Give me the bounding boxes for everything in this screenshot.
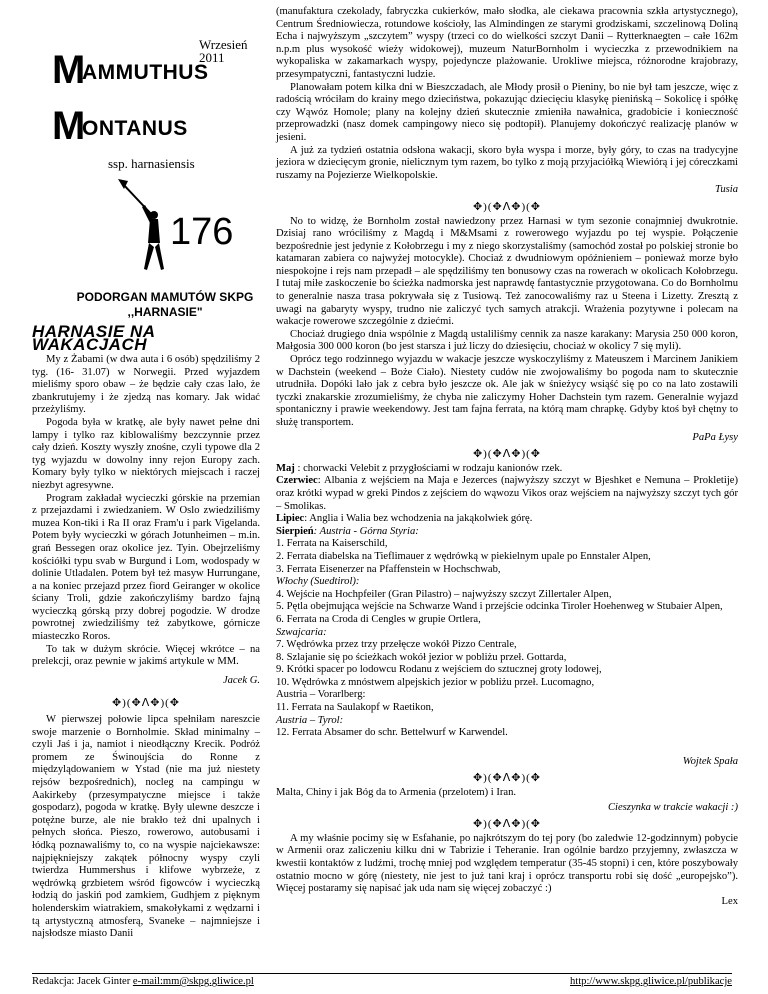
trip-list-item bbox=[276, 589, 738, 602]
trip-list-item bbox=[276, 551, 738, 564]
trip-list-label: Lipiec bbox=[276, 513, 305, 525]
trip-list-text: 2. Ferrata diabelska na Tieflimauer z wędrówką w piekielnym upale po Ennstaler Alpen, bbox=[276, 550, 651, 562]
masthead bbox=[52, 22, 262, 292]
masthead-title-line2: ONTANUS bbox=[82, 117, 188, 140]
trip-list bbox=[276, 463, 738, 740]
trip-list-text: Austria – Tyrol: bbox=[276, 714, 344, 726]
trip-list-label: Maj bbox=[276, 462, 295, 474]
trip-list-item bbox=[276, 538, 738, 551]
trip-list-label: Sierpień bbox=[276, 525, 314, 537]
ornament-divider: ✥)(✥ⴷ✥)(✥ bbox=[472, 772, 542, 785]
signature-tusia: Tusia bbox=[715, 184, 738, 196]
trip-list-text: 3. Ferrata Eisenerzer na Pfaffenstein w Hochschwab, bbox=[276, 563, 501, 575]
trip-list-item bbox=[276, 601, 738, 614]
podorgan-line2: ,,HARNASIE" bbox=[127, 305, 203, 319]
article-paragraph: W pierwszej połowie lipca spełniłam nareszcie swoje marzenie o Bornholmie. Skład minimalny – czyli Jaś i ja, namiot i nieodłączny Krecik. Podróż promem ze Świnoujścia do Ronne z międzylądowaniem w Ystad (nie ma już niestety rejsów bezpośrednich), nocleg na campingu w Aakirkeby (przesympatyczne miejsce i także gospodarz), pogoda w kratkę. Były ulewne deszcze i potężne burze, ale nie brakło też dni upalnych i pełnych słońca. Pieszo, rowerowo, autobusami i łódką poznawaliśmy to, co na wyspie najciekawsze: najpiękniejszy zakątek północny wyspy czyli twierdza Hummershus i klifowe wybrzeże, z wędrówką grzbietem wśród figowców i wycieczką łodzią do jaskiń pod zamkiem, Gudhjem z pięknym holenderskim wiatrakiem, smakołykami z wędzarni i tą artystyczną atmosferą, Svaneke – najmniejsze i najsłodsze miasto Danii bbox=[32, 714, 260, 940]
ornament-divider: ✥)(✥ⴷ✥)(✥ bbox=[472, 200, 542, 213]
article-headline: HARNASIE NA WAKACJACH bbox=[32, 322, 155, 354]
podorgan-label bbox=[70, 290, 260, 320]
trip-list-text: Szwajcaria: bbox=[276, 626, 327, 638]
trip-list-item bbox=[276, 564, 738, 577]
article-paragraph: Oprócz tego rodzinnego wyjazdu w wakacje jeszcze wyskoczyliśmy z Mateuszem i Marcinem Janikiem w Dachstein (weekend – Boże Ciało). Niestety cudów nie zwojowaliśmy bo pogoda nam to skutecznie utrudniła. Dopóki lało jak z cebra było jeszcze ok. Ale jak w śnieżycy wsiąść się po co na lato zostawili tyczki znakarskie zrozumieliśmy, że chyba nie zaliczymy Hoher Dachstein tym razem. Generalnie wyjazd spontaniczny i prawie weekendowy. Jest tam fajna ferrata, na którą mam chrapkę. Gdyby ktoś był chętny to służę transportem. bbox=[276, 354, 738, 428]
trip-list-text: 9. Krótki spacer po lodowcu Rodanu z wejściem do sztucznej groty lodowej, bbox=[276, 664, 602, 676]
trip-list-item bbox=[276, 526, 738, 539]
trip-list-text: 12. Ferrata Absamer do schr. Bettelwurf w Karwendel. bbox=[276, 727, 508, 739]
signature-wojtek: Wojtek Spała bbox=[682, 755, 738, 767]
signature-jacek: Jacek G. bbox=[222, 674, 260, 686]
article-paragraph: Chociaż drugiego dnia wspólnie z Magdą ustaliliśmy cennik za nasze karakany: Marysia 250 000 koron, Małgosia 300 000 koron (bo jest starsza i już liczy do dziesięciu, chociaż w okolicy 7 się myli). bbox=[276, 328, 738, 353]
podorgan-line1: PODORGAN MAMUTÓW SKPG bbox=[76, 290, 254, 304]
masthead-subtitle: ssp. harnasiensis bbox=[108, 156, 195, 171]
footer-editor: Redakcja: Jacek Ginter bbox=[32, 976, 133, 987]
article-paragraph: My z Żabami (w dwa auta i 6 osób) spędziliśmy 2 tyg. (16- 31.07) w Norwegii. Przed wyjazdem mieliśmy sporo obaw – że będzie cały czas lało, że zbankrutujemy i że zjedzą nas komary. Jak widać przeżyliśmy. bbox=[32, 354, 260, 416]
trip-list-text: 1. Ferrata na Kaiserschild, bbox=[276, 538, 388, 550]
left-column bbox=[32, 354, 260, 941]
trip-list-text: : Albania z wejściem na Maja e Jezerces (najwyższy szczyt w Bjeshket e Nemuna – Prokletije) oraz krótki wypad w greki Pindos z zejściem do wąwozu Vikos oraz wejściem na najwyższy szczyt tych gór – Smolikas. bbox=[276, 475, 738, 512]
footer bbox=[32, 973, 732, 989]
masthead-title-line1: AMMUTHUS bbox=[82, 61, 209, 84]
signature-lex: Lex bbox=[721, 895, 738, 907]
trip-list-item bbox=[276, 715, 738, 728]
trip-list-item bbox=[276, 639, 738, 652]
trip-list-item bbox=[276, 475, 738, 513]
trip-list-text: : chorwacki Velebit z przygłościami w rodzaju kanionów rzek. bbox=[294, 462, 563, 474]
trip-list-item bbox=[276, 513, 738, 526]
highlander-figure-icon bbox=[114, 177, 174, 287]
trip-list-text: 5. Pętla obejmująca wejście na Schwarze Wand i przejście odcinka Tiroler Hoehenweg w Stubaier Alpen, bbox=[276, 601, 723, 613]
article-paragraph: No to widzę, że Bornholm został nawiedzony przez Harnasi w tym sezonie conajmniej dwukrotnie. Dzisiaj rano wróciliśmy z Magdą i M&Msami z rowerowego wyjazdu po tej wyspie. Połączenie bezpośrednie jest jedynie z Kołobrzegu i my z niego skorzystaliśmy (samochód został po polskiej stronie bo katamaran zabiera co najwyżej motocykle). Chociaż z dwudniowym opóźnieniem – ponieważ morze było niespokojne i rejs nam przepadł – ale spędziliśmy ten bonusowy czas na rowerach w okolicach Kołobrzegu. I tutaj miłe zaskoczenie bo ścieżka nadmorska jest naprawdę fantastycznie przygotowana. Co do Bornholmu to generalnie nasza trasa pokrywała się z Tusiową. Też zanocowaliśmy raz u Steena i Lizetty. Zresztą z uwagi na gabaryty wyspy, trudno nie zaliczyć tych samych atrakcji. Wrażenia pozytywne i polecam na wakacje rowerowe szczególnie z dziećmi. bbox=[276, 215, 738, 328]
right-column bbox=[276, 6, 738, 908]
trip-list-text: : Austria - Górna Styria: bbox=[313, 525, 419, 537]
ornament-divider: ✥)(✥ⴷ✥)(✥ bbox=[472, 448, 542, 461]
trip-list-item bbox=[276, 702, 738, 715]
trip-list-text: 4. Wejście na Hochpfeiler (Gran Pilastro) – najwyższy szczyt Zillertaler Alpen, bbox=[276, 588, 612, 600]
trip-list-text: Włochy (Suedtirol): bbox=[276, 576, 360, 588]
trip-list-item bbox=[276, 463, 738, 476]
trip-list-text: : Anglia i Walia bez wchodzenia na jakąkolwiek górę. bbox=[304, 513, 533, 525]
footer-url-link[interactable]: http://www.skpg.gliwice.pl/publikacje bbox=[569, 976, 732, 987]
trip-list-item bbox=[276, 664, 738, 677]
footer-email-link[interactable]: e-mail:mm@skpg.gliwice.pl bbox=[132, 976, 254, 987]
trip-list-item bbox=[276, 689, 738, 702]
issue-number: 176 bbox=[170, 211, 234, 253]
article-paragraph: (manufaktura czekolady, fabryczka cukierków, mało słodka, ale ciekawa pracownia szkła artystycznego), Centrum Średniowiecza, rotundowe kościoły, las Almindingen ze starymi grodziskami, szczelinową Doliną Echa i najwyższym „szczytem” wyspy (trzeci co do wielkości szczyt Danii – Rytterknaegten – całe 162m n.p.m plus wysokość wieży widokowej), muzeum NaturBornholm i wycieczka z przewodnikiem na wykopaliska w zakamarkach wyspy, pojedyncze plażowanie. Urokliwe miejsca, różnorodne krajobrazy, przesympatyczni, fantastyczni ludzie. bbox=[276, 6, 738, 80]
trip-list-text: Austria – Vorarlberg: bbox=[276, 689, 366, 701]
ornament-divider: ✥)(✥ⴷ✥)(✥ bbox=[472, 818, 542, 831]
article-paragraph: To tak w dużym skrócie. Więcej wkrótce – na prelekcji, oraz pewnie w jakimś artykule w MM. bbox=[32, 643, 260, 668]
issue-date: Wrzesień 2011 bbox=[199, 37, 248, 65]
trip-list-item bbox=[276, 677, 738, 690]
masthead-letter-m-bottom: M bbox=[52, 104, 86, 148]
article-paragraph: Pogoda była w kratkę, ale były nawet pełne dni lampy i tylko raz kiblowaliśmy bezczynnie przez cały dzień. Koszty wyszły znośne, czyli typowe dla 2 tyg wyjazdu w dowolny inny rejon Europy zach. Komary były tylko w niektórych miejscach i raczej niezbyt agresywne. bbox=[32, 416, 260, 491]
article-paragraph: Program zakładał wycieczki górskie na przemian z przejazdami i zwiedzaniem. W Oslo zwiedziliśmy muzea Kon-tiki i Ra II oraz Fram'u i park Vigelanda. Potem były wycieczki w górach Jotunheimen – m.in. grań Bessegen oraz okolice jez. Tyin. Obejrzeliśmy kościółki typu svab w Burgund i Lom, wodospady w dolinie Utladalen. Potem był też masyw Hurrungane, a na koniec przejazd przez fiord Geiranger w okolice ściany Troli, gdzie zakończyliśmy bardzo fajną wycieczką górską przy dobrej pogodzie. W drodze powrotnej zwiedziliśmy też zabytkowe, górnicze miasteczko Roros. bbox=[32, 492, 260, 643]
ornament-divider: ✥)(✥ⴷ✥)(✥ bbox=[111, 697, 181, 710]
trip-list-item bbox=[276, 727, 738, 740]
article-paragraph: A my właśnie pocimy się w Esfahanie, po najkrótszym do tej pory (bo zaledwie 12-godzinnym) pobycie w Armenii oraz zaliczeniu kilku dni w Tabrizie i Teheranie. Iran ogólnie bardzo przyjemny, zwłaszcza w kwestii kontaktów z ludźmi, trochę mniej pod względem temperatur (35-45 stopni) i cen, które poszybowały ostatnio mocno w górę (niestety, nie jest to już tani kraj i oprócz transportu robi się dość „europejsko”). Więcej postaramy się napisać jak uda nam się więcej zobaczyć :) bbox=[276, 832, 738, 895]
article-paragraph: Malta, Chiny i jak Bóg da to Armenia (przelotem) i Iran. bbox=[276, 787, 517, 799]
trip-list-text: 11. Ferrata na Saulakopf w Raetikon, bbox=[276, 702, 434, 714]
trip-list-item bbox=[276, 614, 738, 627]
trip-list-text: 10. Wędrówka z mnóstwem alpejskich jezior w pobliżu przeł. Lucomagno, bbox=[276, 676, 595, 688]
signature-papa: PaPa Łysy bbox=[692, 431, 738, 443]
trip-list-text: 7. Wędrówka przez trzy przełęcze wokół Pizzo Centrale, bbox=[276, 639, 517, 651]
article-paragraph: A już za tydzień ostatnia odsłona wakacji, skoro była wyspa i morze, były góry, to czas na tradycyjne jeziora w dziecięcym gronie, nielicznym tym razem, bo tylko z moją przyjaciółką Wiewiórą i jej córeczkami ruszamy na Pojezierze Wielkopolskie. bbox=[276, 144, 738, 181]
trip-list-text: 6. Ferrata na Croda di Cengles w grupie Ortlera, bbox=[276, 613, 481, 625]
trip-list-label: Czerwiec bbox=[276, 475, 318, 487]
masthead-letter-m-top: M bbox=[52, 48, 86, 92]
trip-list-item bbox=[276, 576, 738, 589]
trip-list-text: 8. Szlajanie się po ścieżkach wokół jezior w pobliżu przeł. Gottarda, bbox=[276, 651, 567, 663]
trip-list-item bbox=[276, 627, 738, 640]
signature-cieszynka: Cieszynka w trakcie wakacji :) bbox=[607, 801, 738, 813]
trip-list-item bbox=[276, 652, 738, 665]
article-paragraph: Planowałam potem kilka dni w Bieszczadach, ale Młody prosił o Pieniny, bo nie był tam jeszcze, więc z radością wróciłam do krainy mego dzieciństwa, pokazując dziecięciu klasykę pienińską – Sokolicę i spółkę czy Wąwóz Homole; plany na kolejny dzień skutecznie zmieniła nawałnica, gradobicie i konieczność przeprowadzki (nasz domek campingowy nieco się podtopił). Planujemy dokończyć realizację planów w jesieni. bbox=[276, 81, 738, 143]
